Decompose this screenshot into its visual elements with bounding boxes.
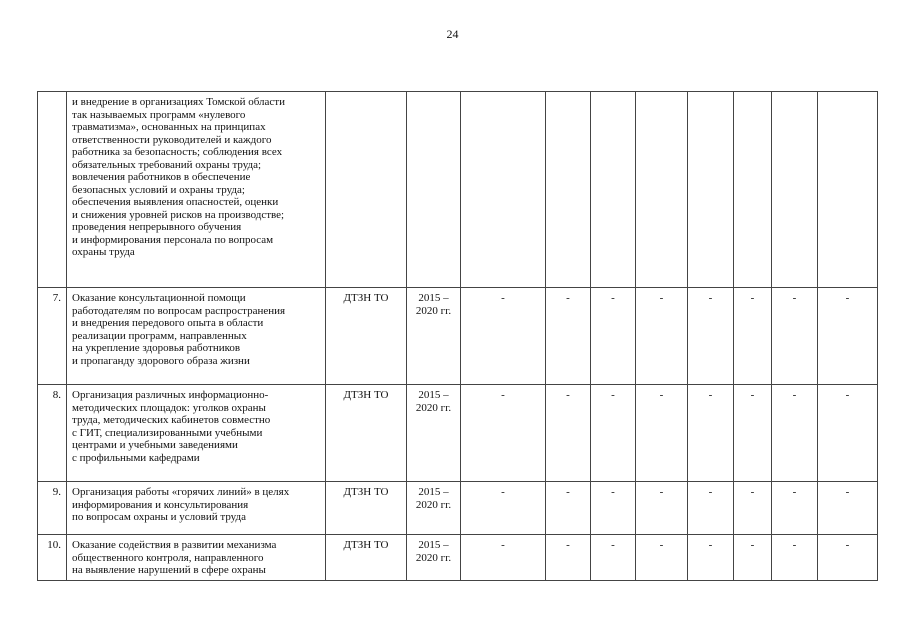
table-row	[38, 385, 878, 482]
executor-cell: ДТЗН ТО	[326, 482, 407, 535]
description-line: Организация различных информационно-	[72, 389, 269, 401]
description-line: так называемых программ «нулевого	[72, 108, 246, 121]
value-cell	[734, 92, 772, 288]
value-cell: -	[818, 482, 878, 535]
value-cell: -	[688, 482, 734, 535]
period-line: 2015 –	[418, 389, 449, 401]
period-line: 2015 –	[418, 539, 449, 551]
period-line: 2015 –	[418, 292, 449, 304]
table-row	[38, 535, 878, 581]
value-cell: -	[818, 535, 878, 581]
value-cell: -	[772, 535, 818, 581]
table-row	[38, 288, 878, 385]
description-line: Оказание консультационной помощи	[72, 292, 246, 304]
description-line: и пропаганду здорового образа жизни	[72, 354, 250, 367]
description-line: травматизма», основанных на принципах	[72, 121, 266, 133]
row-number	[38, 92, 67, 288]
value-cell: -	[818, 385, 878, 482]
description-line: Оказание содействия в развитии механизма	[72, 539, 277, 551]
period-line: 2020 гг.	[415, 498, 452, 511]
executor-cell: ДТЗН ТО	[326, 535, 407, 581]
value-cell: -	[636, 482, 688, 535]
value-cell: -	[636, 385, 688, 482]
description-line: с ГИТ, специализированными учебными	[72, 426, 263, 439]
value-cell: -	[461, 535, 546, 581]
row-number: 9.	[38, 482, 67, 535]
period-cell	[407, 482, 461, 535]
measure-description	[67, 288, 326, 385]
value-cell: -	[772, 385, 818, 482]
value-cell: -	[461, 288, 546, 385]
value-cell: -	[546, 385, 591, 482]
description-line: Организация работы «горячих линий» в целях	[72, 486, 290, 498]
executor-cell: ДТЗН ТО	[326, 288, 407, 385]
value-cell	[636, 92, 688, 288]
description-line: информирования и консультирования	[72, 498, 249, 511]
measure-description	[67, 92, 326, 288]
description-line: общественного контроля, направленного	[72, 551, 264, 564]
description-line: реализации программ, направленных	[72, 329, 247, 342]
period-cell	[407, 92, 461, 288]
period-line: 2020 гг.	[415, 304, 452, 317]
description-line: вовлечения работников в обеспечение	[72, 171, 251, 183]
value-cell: -	[546, 482, 591, 535]
row-number: 10.	[38, 535, 67, 581]
value-cell: -	[546, 535, 591, 581]
value-cell	[591, 92, 636, 288]
period-line: 2015 –	[418, 486, 449, 498]
value-cell: -	[734, 535, 772, 581]
description-line: на выявление нарушений в сфере охраны	[72, 564, 266, 576]
value-cell: -	[734, 288, 772, 385]
value-cell: -	[636, 535, 688, 581]
description-line: центрами и учебными заведениями	[72, 439, 238, 451]
description-line: на укрепление здоровья работников	[72, 342, 241, 354]
value-cell: -	[591, 482, 636, 535]
value-cell: -	[734, 482, 772, 535]
page-number: 24	[446, 27, 459, 41]
description-line: ответственности руководителей и каждого	[72, 133, 272, 146]
value-cell: -	[546, 288, 591, 385]
value-cell: -	[461, 385, 546, 482]
measure-description	[67, 385, 326, 482]
description-line: охраны труда	[72, 246, 135, 258]
value-cell	[688, 92, 734, 288]
description-line: обеспечения выявления опасностей, оценки	[72, 196, 279, 208]
description-line: и снижения уровней рисков на производстве;	[72, 208, 285, 221]
description-line: безопасных условий и охраны труда;	[72, 183, 245, 196]
table-row	[38, 92, 878, 288]
value-cell	[772, 92, 818, 288]
description-line: и внедрение в организациях Томской области	[72, 96, 285, 108]
value-cell: -	[636, 288, 688, 385]
value-cell	[461, 92, 546, 288]
measure-description	[67, 535, 326, 581]
value-cell: -	[591, 535, 636, 581]
measures-table	[37, 91, 878, 581]
value-cell: -	[688, 385, 734, 482]
value-cell: -	[591, 385, 636, 482]
description-line: с профильными кафедрами	[72, 451, 200, 464]
value-cell: -	[772, 288, 818, 385]
executor-cell	[326, 92, 407, 288]
period-line: 2020 гг.	[415, 401, 452, 414]
period-line: 2020 гг.	[415, 551, 452, 564]
value-cell: -	[772, 482, 818, 535]
row-number: 8.	[38, 385, 67, 482]
value-cell	[546, 92, 591, 288]
value-cell: -	[688, 288, 734, 385]
value-cell	[818, 92, 878, 288]
description-line: работодателям по вопросам распространения	[72, 304, 286, 317]
value-cell: -	[818, 288, 878, 385]
value-cell: -	[461, 482, 546, 535]
period-cell	[407, 385, 461, 482]
value-cell: -	[688, 535, 734, 581]
description-line: проведения непрерывного обучения	[72, 221, 242, 233]
table-row	[38, 482, 878, 535]
description-line: и информирования персонала по вопросам	[72, 233, 274, 246]
row-number: 7.	[38, 288, 67, 385]
description-line: работника за безопасность; соблюдения всех	[72, 146, 283, 158]
measure-description	[67, 482, 326, 535]
value-cell: -	[734, 385, 772, 482]
description-line: методических площадок: уголков охраны	[72, 401, 266, 414]
value-cell: -	[591, 288, 636, 385]
description-line: по вопросам охраны и условий труда	[72, 511, 246, 523]
period-cell	[407, 535, 461, 581]
description-line: и внедрения передового опыта в области	[72, 317, 264, 329]
description-line: труда, методических кабинетов совместно	[72, 414, 271, 426]
executor-cell: ДТЗН ТО	[326, 385, 407, 482]
period-cell	[407, 288, 461, 385]
description-line: обязательных требований охраны труда;	[72, 158, 262, 171]
